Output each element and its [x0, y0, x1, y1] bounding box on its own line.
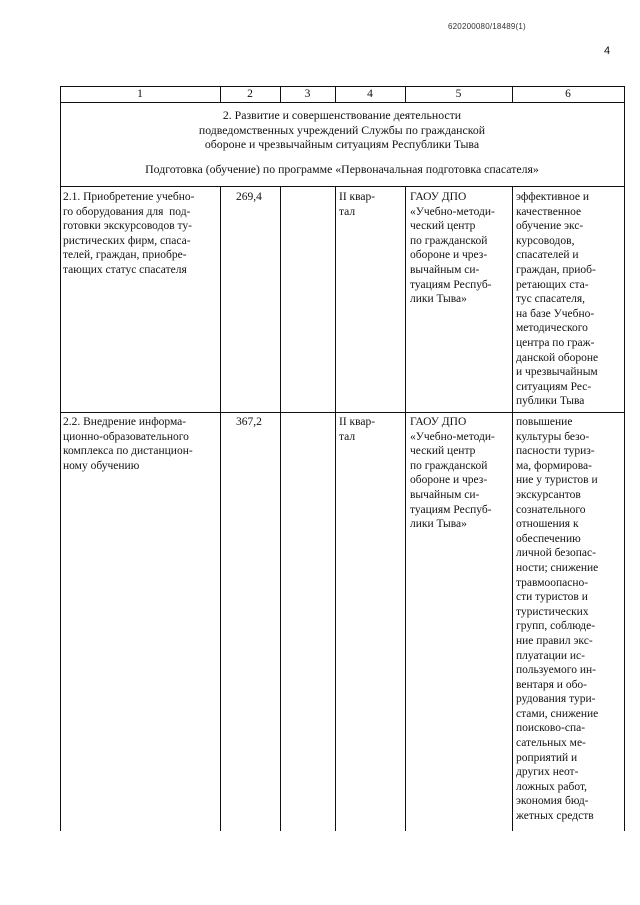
- column-divider: [280, 186, 281, 831]
- section-title-line: подведомственных учреждений Службы по гражданской: [198, 122, 486, 137]
- row-2-2-executor: ГАОУ ДПО «Учебно-методи- ческий центр по гражданской обороне и чрез- вычайным си- туациям Респуб- лики Тыва»: [410, 416, 495, 531]
- table-border-left: [60, 86, 61, 831]
- column-header-4: 4: [367, 88, 373, 100]
- column-header-1: 1: [137, 88, 143, 100]
- section-row-bottom-border: [60, 186, 625, 187]
- column-header-6: 6: [565, 88, 571, 100]
- row-2-2-amount: 367,2: [236, 416, 262, 428]
- column-header-3: 3: [304, 88, 311, 100]
- row-2-1-item: 2.1. Приобретение учебно- го оборудования для под- готовки экскурсоводов ту- ристических фирм, спаса- телей, граждан, приобре- тающих статус спасателя: [63, 191, 195, 276]
- column-header-2: 2: [247, 88, 253, 100]
- row-2-2-result: повышение культуры безо- пасности туриз- ма, формирова- ние у туристов и экскурсантов сознательного отношения к обеспечению личной безопас- ности; снижение травмоопасно- сти туристов и туристических групп, соблюде- ние правил экс- плуатации ис- пользуемого ин- вентаря и обо- рудования тури- стами, снижение поисково-спа- сательных ме- роприятий и других неот- ложных работ, экономия бюд- жетных средств: [516, 416, 599, 823]
- header-row-bottom-border: [60, 102, 625, 103]
- page-number: 4: [604, 45, 611, 57]
- section-title-line: 2. Развитие и совершенствование деятельности: [222, 108, 462, 122]
- program-line: Подготовка (обучение) по программе «Первоначальная подготовка спасателя»: [145, 162, 539, 176]
- column-divider: [220, 186, 221, 831]
- row-2-2-period: II квар- тал: [339, 416, 376, 443]
- row-2-1-bottom-border: [60, 412, 625, 413]
- row-2-1-period: II квар- тал: [339, 191, 376, 218]
- row-2-1-amount: 269,4: [236, 191, 262, 203]
- section-title-line: обороне и чрезвычайным ситуациям Республики Тыва: [204, 137, 480, 152]
- row-2-2-item: 2.2. Внедрение информа- ционно-образовательного комплекса по дистанцион- ному обучению: [63, 416, 193, 472]
- column-divider: [405, 186, 406, 831]
- column-divider: [512, 186, 513, 831]
- row-2-1-result: эффективное и качественное обучение экс- курсоводов, спасателей и граждан, приоб- ретающих ста- тус спасателя, на базе Учебно- методического центра по граж- данской обороне и чрезвычайным ситуациям Рес- публики Тыва: [516, 191, 599, 408]
- table-border-right: [624, 86, 625, 831]
- document-id: 620200080/18489(1): [448, 22, 526, 31]
- column-divider: [335, 186, 336, 831]
- row-2-1-executor: ГАОУ ДПО «Учебно-методи- ческий центр по гражданской обороне и чрез- вычайным си- туациям Респуб- лики Тыва»: [410, 191, 495, 306]
- column-header-5: 5: [455, 88, 462, 100]
